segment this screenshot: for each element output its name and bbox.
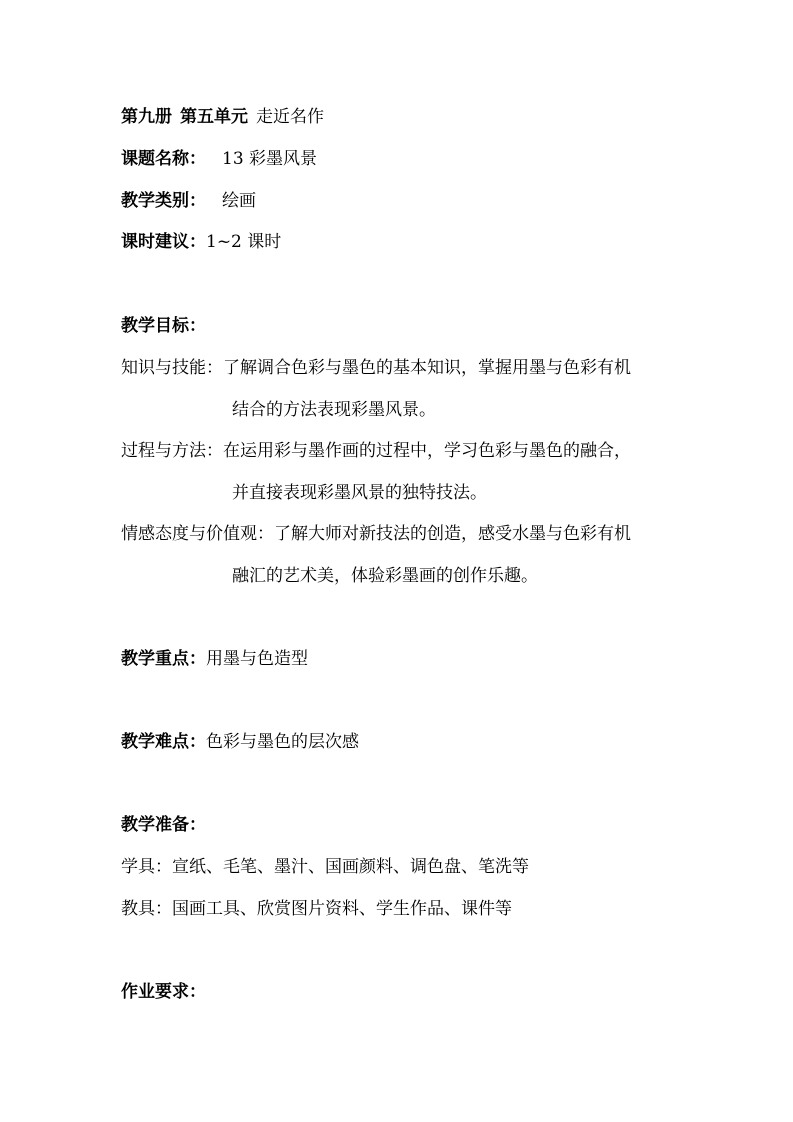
lesson-hours-label: 课时建议：: [121, 232, 206, 252]
objective-process-label: 过程与方法：: [121, 441, 223, 461]
objective-knowledge: [121, 356, 631, 380]
teacher-tools-label: 教具：: [121, 899, 172, 919]
book-label: 第九册: [121, 107, 172, 127]
lesson-name-label: 课题名称：: [121, 149, 206, 169]
difficulty-value: 色彩与墨色的层次感: [206, 732, 359, 752]
lesson-hours-row: [121, 230, 281, 254]
difficulty-row: [121, 730, 359, 754]
lesson-name-row: [121, 147, 317, 171]
objective-knowledge-continued: 结合的方法表现彩墨风景。: [232, 400, 436, 420]
homework-heading: 作业要求：: [121, 982, 206, 1002]
difficulty-label: 教学难点：: [121, 732, 206, 752]
unit-label: 第五单元: [180, 107, 248, 127]
lesson-name-value: 13 彩墨风景: [222, 149, 318, 169]
objective-knowledge-label: 知识与技能：: [121, 358, 223, 378]
objectives-heading: 教学目标：: [121, 316, 206, 336]
student-tools-value: 宣纸、毛笔、墨汁、国画颜料、调色盘、笔洗等: [172, 857, 529, 877]
student-tools-label: 学具：: [121, 857, 172, 877]
objective-knowledge-text: 了解调合色彩与墨色的基本知识，掌握用墨与色彩有机: [223, 358, 631, 378]
key-point-label: 教学重点：: [121, 649, 206, 669]
lesson-type-label: 教学类别：: [121, 191, 206, 211]
teacher-tools-row: [121, 897, 512, 921]
objective-process-text: 在运用彩与墨作画的过程中，学习色彩与墨色的融合，: [223, 441, 631, 461]
objective-process-continued: 并直接表现彩墨风景的独特技法。: [232, 483, 487, 503]
lesson-type-value: 绘画: [222, 191, 256, 211]
teacher-tools-value: 国画工具、欣赏图片资料、学生作品、课件等: [172, 899, 512, 919]
key-point-value: 用墨与色造型: [206, 649, 308, 669]
objective-emotion: [121, 522, 631, 546]
lesson-hours-value: 1~2 课时: [206, 232, 282, 252]
lesson-type-row: [121, 189, 256, 213]
objective-emotion-label: 情感态度与价值观：: [121, 524, 274, 544]
objective-process: [121, 439, 631, 463]
objective-emotion-continued: 融汇的艺术美，体验彩墨画的创作乐趣。: [232, 566, 538, 586]
objective-emotion-text: 了解大师对新技法的创造，感受水墨与色彩有机: [274, 524, 631, 544]
key-point-row: [121, 647, 308, 671]
student-tools-row: [121, 855, 529, 879]
preparation-heading: 教学准备：: [121, 815, 206, 835]
unit-header: [121, 105, 324, 129]
unit-title: 走近名作: [256, 107, 324, 127]
